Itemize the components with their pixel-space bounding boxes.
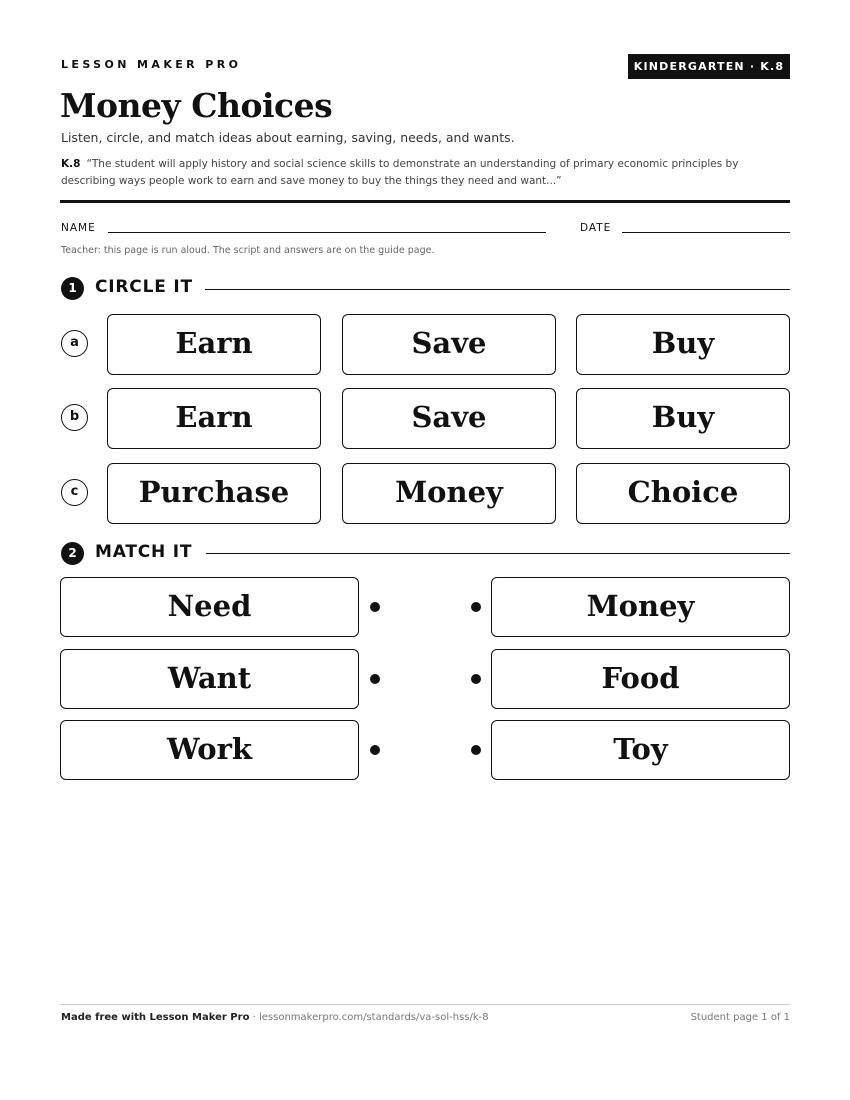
footer-made-with: Made free with Lesson Maker Pro: [61, 1012, 250, 1023]
row-a-letter: a: [61, 330, 88, 357]
circle-word-b-2[interactable]: Save: [342, 388, 556, 449]
circle-word-a-1[interactable]: Earn: [107, 314, 321, 375]
match-right-3[interactable]: Toy: [491, 720, 790, 780]
match-right-2[interactable]: Food: [491, 649, 790, 709]
name-field-line[interactable]: [108, 232, 546, 233]
section-1-rule: [205, 289, 790, 290]
circle-word-c-2[interactable]: Money: [342, 463, 556, 524]
footer-url[interactable]: · lessonmakerpro.com/standards/va-sol-hss/k-8: [249, 1012, 489, 1023]
circle-word-c-1[interactable]: Purchase: [107, 463, 321, 524]
circle-word-b-3[interactable]: Buy: [576, 388, 790, 449]
name-label: NAME: [61, 222, 96, 234]
footer-page-number: Student page 1 of 1: [690, 1012, 790, 1023]
match-left-3[interactable]: Work: [60, 720, 359, 780]
section-1-number: 1: [61, 277, 84, 300]
section-2-rule: [206, 553, 790, 554]
circle-word-a-2[interactable]: Save: [342, 314, 556, 375]
match-left-1-dot[interactable]: [370, 602, 380, 612]
match-right-2-dot[interactable]: [471, 674, 481, 684]
match-left-2-dot[interactable]: [370, 674, 380, 684]
page-title: Money Choices: [60, 86, 333, 125]
teacher-note: Teacher: this page is run aloud. The script and answers are on the guide page.: [61, 245, 435, 256]
circle-word-b-1[interactable]: Earn: [107, 388, 321, 449]
match-right-3-dot[interactable]: [471, 745, 481, 755]
section-1-title: CIRCLE IT: [95, 277, 193, 297]
standard-code: K.8: [61, 158, 81, 170]
footer-divider: [60, 1004, 790, 1005]
row-b-letter: b: [61, 404, 88, 431]
brand-name: LESSON MAKER PRO: [61, 58, 242, 71]
match-right-1[interactable]: Money: [491, 577, 790, 637]
header-divider: [60, 200, 790, 203]
match-left-1[interactable]: Need: [60, 577, 359, 637]
match-left-3-dot[interactable]: [370, 745, 380, 755]
circle-word-a-3[interactable]: Buy: [576, 314, 790, 375]
page-subtitle: Listen, circle, and match ideas about earning, saving, needs, and wants.: [61, 130, 515, 145]
match-left-2[interactable]: Want: [60, 649, 359, 709]
footer-credit: [61, 1012, 489, 1023]
row-c-letter: c: [61, 479, 88, 506]
standard-text: “The student will apply history and social science skills to demonstrate an understanding of primary economic principles by describing ways people work to earn and save money to buy the things they need and want...”: [61, 158, 739, 187]
section-2-number: 2: [61, 542, 84, 565]
match-right-1-dot[interactable]: [471, 602, 481, 612]
section-2-title: MATCH IT: [95, 542, 193, 562]
grade-badge: KINDERGARTEN · K.8: [628, 54, 790, 79]
standard-description: [61, 156, 781, 190]
date-label: DATE: [580, 222, 612, 234]
circle-word-c-3[interactable]: Choice: [576, 463, 790, 524]
date-field-line[interactable]: [622, 232, 790, 233]
